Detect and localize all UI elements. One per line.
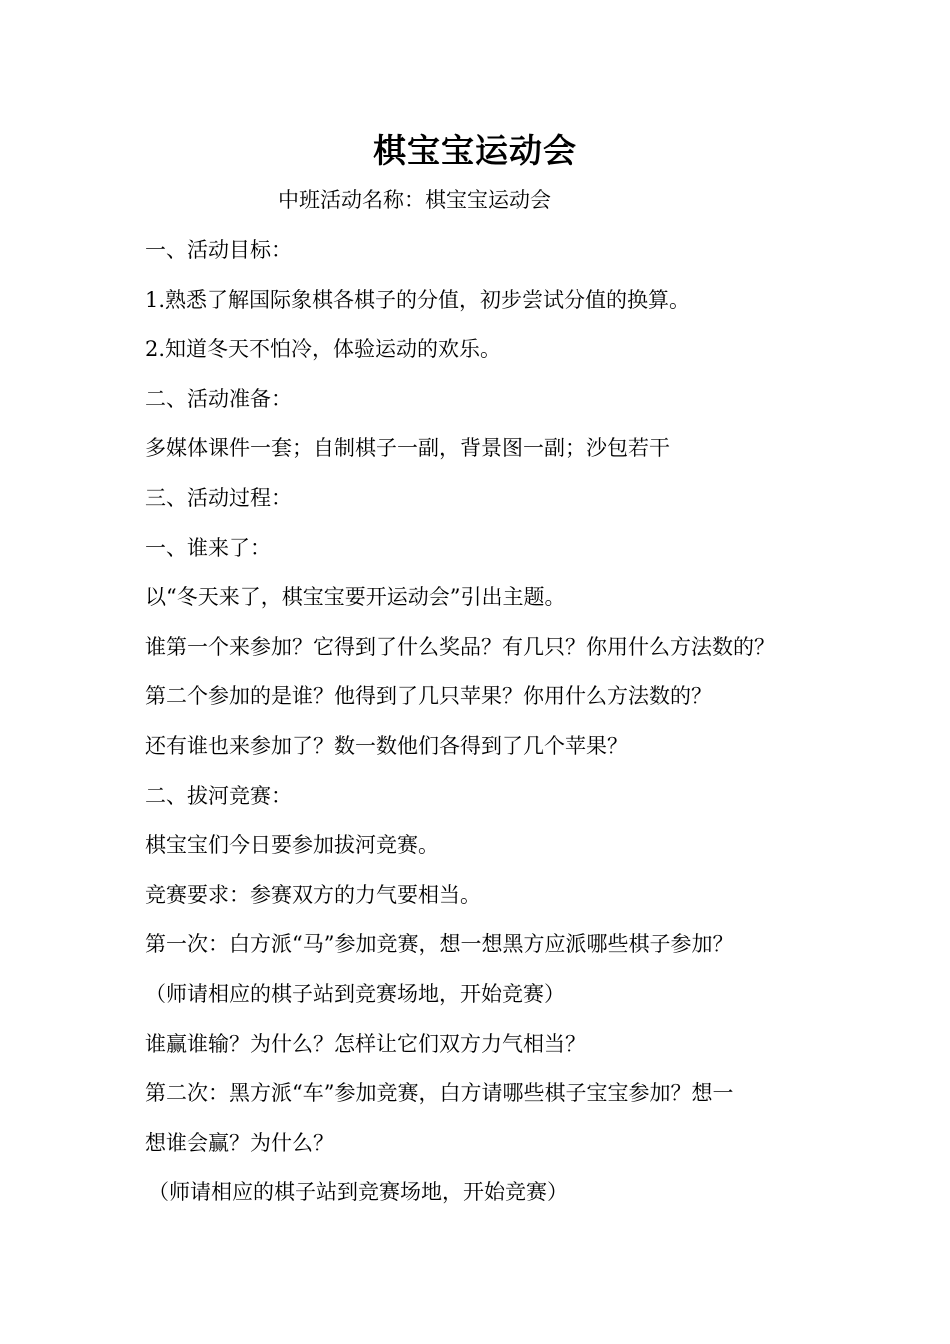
document-line: 竞赛要求：参赛双方的力气要相当。 — [145, 882, 481, 907]
document-line: 棋宝宝们今日要参加拔河竞赛。 — [145, 833, 439, 858]
document-line: 一、谁来了： — [145, 535, 271, 560]
document-line: 2.知道冬天不怕冷，体验运动的欢乐。 — [145, 337, 502, 362]
document-body — [145, 233, 825, 1225]
document-line: 三、活动过程： — [145, 485, 292, 510]
document-line: 第二个参加的是谁？他得到了几只苹果？你用什么方法数的？ — [145, 684, 712, 709]
document-line: 第一次：白方派“马”参加竞赛，想一想黑方应派哪些棋子参加？ — [145, 932, 734, 957]
document-subtitle: 中班活动名称：棋宝宝运动会 — [278, 188, 551, 212]
document-line: 谁赢谁输？为什么？怎样让它们双方力气相当？ — [145, 1031, 586, 1056]
document-title: 棋宝宝运动会 — [373, 131, 577, 170]
document-line: 二、活动准备： — [145, 386, 292, 411]
document-line: （师请相应的棋子站到竞赛场地，开始竞赛） — [145, 981, 565, 1006]
document-line: 多媒体课件一套；自制棋子一副，背景图一副；沙包若干 — [145, 436, 670, 461]
document-line: 谁第一个来参加？它得到了什么奖品？有几只？你用什么方法数的？ — [145, 634, 775, 659]
document-line: 二、拔河竞赛： — [145, 783, 292, 808]
document-line: 想谁会赢？为什么？ — [145, 1130, 334, 1155]
document-line: 以“冬天来了，棋宝宝要开运动会”引出主题。 — [145, 585, 566, 610]
document-line: 第二次：黑方派“车”参加竞赛，白方请哪些棋子宝宝参加？想一 — [145, 1081, 734, 1106]
document-line: 1.熟悉了解国际象棋各棋子的分值，初步尝试分值的换算。 — [145, 287, 691, 312]
document-line: 还有谁也来参加了？数一数他们各得到了几个苹果？ — [145, 733, 628, 758]
document-line: 一、活动目标： — [145, 238, 292, 262]
document-line: （师请相应的棋子站到竞赛场地，开始竞赛） — [148, 1180, 568, 1205]
